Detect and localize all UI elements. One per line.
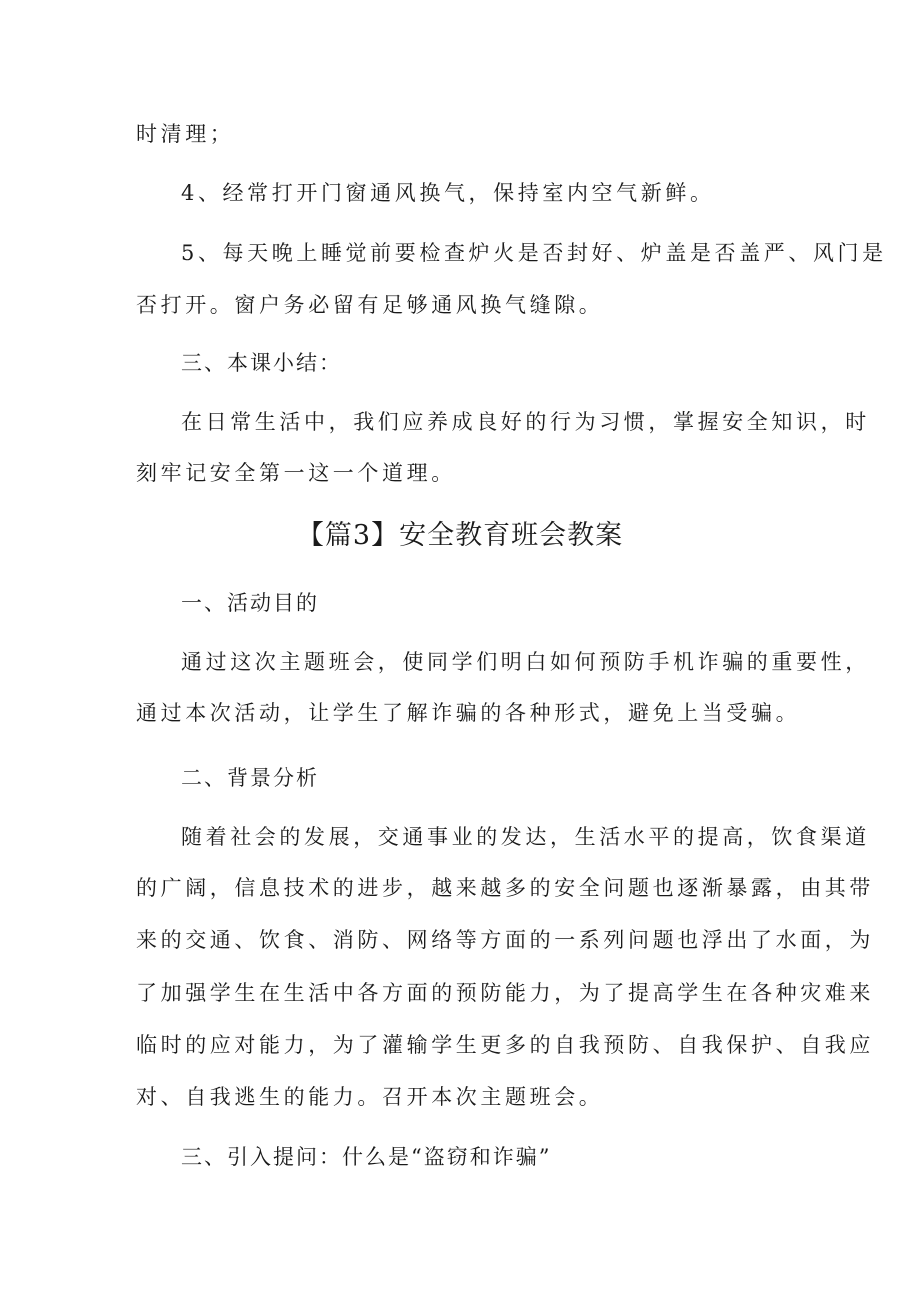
section-heading: 二、背景分析 [181,766,319,790]
paragraph-line: 否打开。窗户务必留有足够通风换气缝隙。 [136,293,604,317]
section-heading: 三、本课小结： [181,351,342,375]
paragraph-line: 了加强学生在生活中各方面的预防能力，为了提高学生在各种灾难来 [136,981,874,1005]
section-title: 【篇3】安全教育班会教案 [296,520,624,551]
paragraph-line: 刻牢记安全第一这一个道理。 [136,461,456,485]
paragraph-line: 5、每天晚上睡觉前要检查炉火是否封好、炉盖是否盖严、风门是 [181,241,887,265]
paragraph-line: 来的交通、饮食、消防、网络等方面的一系列问题也浮出了水面，为 [136,928,874,952]
section-heading: 一、活动目的 [181,591,319,615]
paragraph-line: 的广阔，信息技术的进步，越来越多的安全问题也逐渐暴露，由其带 [136,876,874,900]
paragraph-line: 对、自我逃生的能力。召开本次主题班会。 [136,1085,604,1109]
paragraph-line: 时清理； [136,122,235,146]
section-heading: 三、引入提问：什么是“盗窃和诈骗” [181,1145,552,1169]
paragraph-line: 随着社会的发展，交通事业的发达，生活水平的提高，饮食渠道 [181,825,870,849]
paragraph-line: 通过这次主题班会，使同学们明白如何预防手机诈骗的重要性， [181,650,870,674]
paragraph-line: 4、经常打开门窗通风换气，保持室内空气新鲜。 [181,181,715,205]
paragraph-line: 在日常生活中，我们应养成良好的行为习惯，掌握安全知识，时 [181,410,870,434]
paragraph-line: 临时的应对能力，为了灌输学生更多的自我预防、自我保护、自我应 [136,1033,874,1057]
paragraph-line: 通过本次活动，让学生了解诈骗的各种形式，避免上当受骗。 [136,701,801,725]
